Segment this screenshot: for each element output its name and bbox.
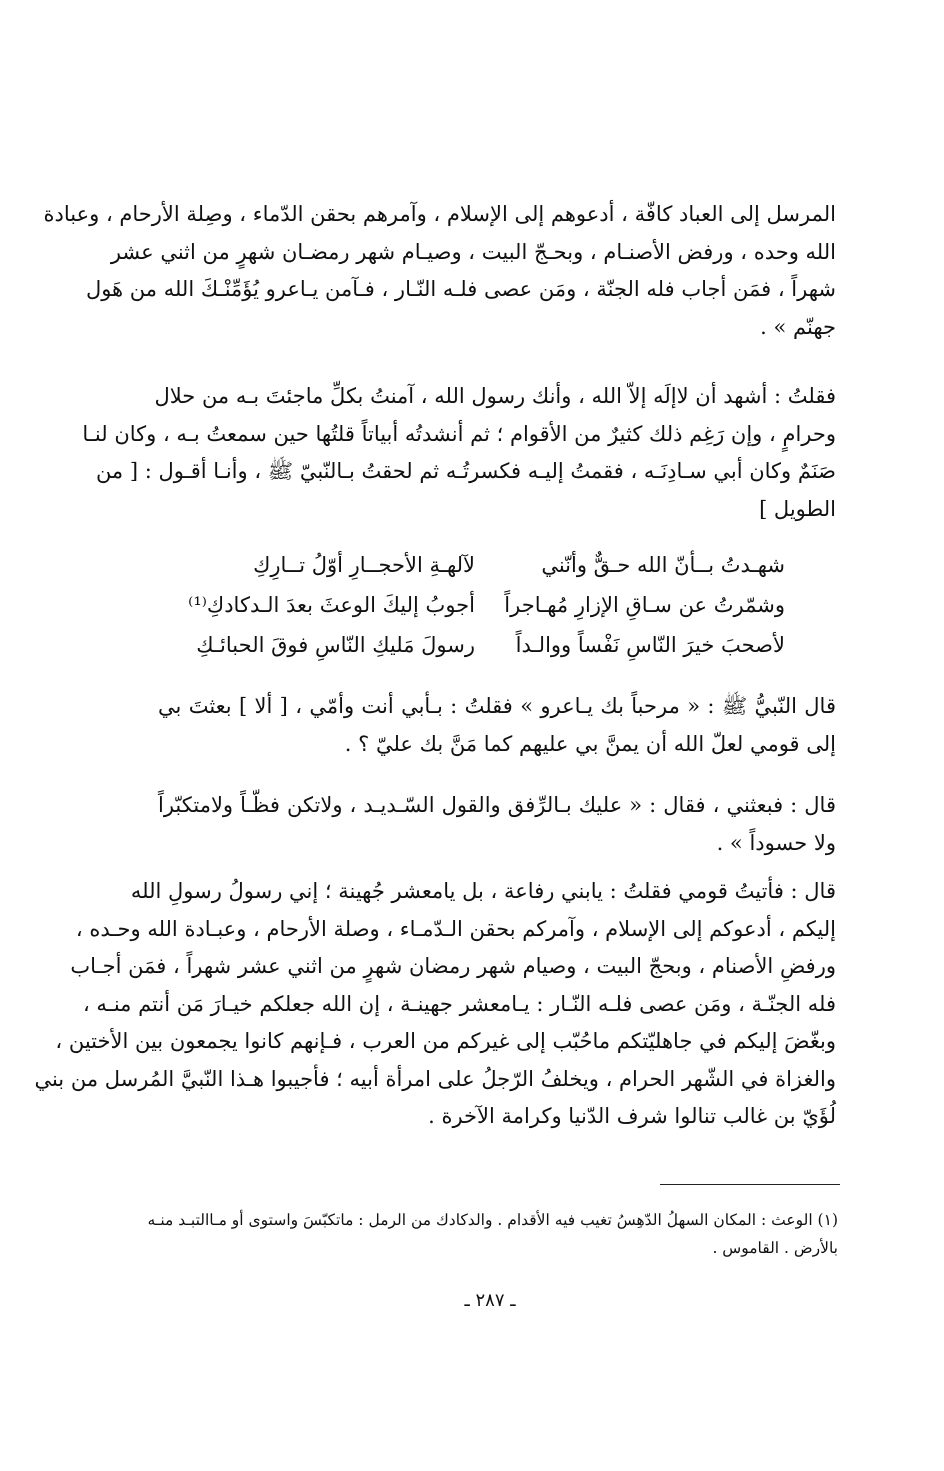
text-line: قال النّبيُّ ﷺ : « مرحباً بك يـاعرو » فقلتُ : بـأبي أنت وأمّي ، [ ألا ] بعثتَ بي (158, 694, 836, 718)
text-line: إليكم ، أدعوكم إلى الإسلام ، وآمركم بحقن الـدّمـاء ، وصلة الأرحام ، وعبـادة الله وحـده ، (75, 916, 836, 941)
text-line: الطويل ] (759, 496, 836, 521)
text-line: إلى قومي لعلّ الله أن يمنَّ بي عليهم كما مَنَّ بك عليّ ؟ . (344, 731, 836, 756)
text-line: جهنّم » . (760, 314, 836, 339)
page-number: ـ ٢٨٧ ـ (464, 1290, 516, 1311)
verse-second-hemistich: أجوبُ إليكَ الوعثَ بعدَ الـدكادكِ⁽¹⁾ (188, 593, 475, 617)
text-line: لُؤَيّ بن غالب تنالوا شرف الدّنيا وكرامة الآخرة . (428, 1104, 836, 1128)
text-line: ولا حسوداً » . (716, 830, 836, 855)
verse-first-hemistich: شهـدتُ بــأنّ الله حـقٌّ وأنّني (541, 553, 785, 577)
text-line: وبغّضَ إليكم في جاهليّتكم ماحُبّب إلى غيركم من العرب ، فـإنهم كانوا يجمعون بين الأختين ، (55, 1029, 836, 1053)
text-line: الله وحده ، ورفض الأصنـام ، وبحـجّ البيت ، وصيـام شهر رمضـان شهرٍ من اثني عشر (110, 239, 836, 264)
text-line: المرسل إلى العباد كافّة ، أدعوهم إلى الإسلام ، وآمرهم بحقن الدّماء ، وصِلة الأرحام ، وعبادة (43, 202, 836, 226)
paragraph-3 (158, 688, 836, 763)
verse-first-hemistich: وشمّرتُ عن سـاقِ الإزارِ مُهـاجراً (504, 593, 785, 617)
footnote-divider (660, 1184, 840, 1185)
verse-second-hemistich: رسولَ مَليكِ النّاسِ فوقَ الحبائـكِ (196, 633, 475, 657)
poem (188, 553, 785, 673)
poem-verse (205, 553, 785, 593)
paragraph-1 (43, 196, 836, 346)
text-line: قال : فأتيتُ قومي فقلتُ : يابني رفاعة ، بل يامعشر جُهينة ؛ إني رسولُ رسولِ الله (130, 879, 836, 903)
verse-second-hemistich: لآلهـةِ الأحجــارِ أوّلُ تــارِكِ (253, 553, 475, 577)
poem-verse (188, 593, 785, 633)
text-line: وحرامٍ ، وإن رَغِم ذلك كثيرٌ من الأقوام ؛ ثم أنشدتُه أبياتاً قلتُها حين سمعتُ بـه ، وكان لنـا (82, 421, 836, 446)
text-line: والغزاة في الشّهر الحرام ، ويخلفُ الرّجلُ على امرأة أبيه ؛ فأجيبوا هـذا النّبيَّ المُرسل من بني (34, 1066, 836, 1091)
text-line: قال : فبعثني ، فقال : « عليك بـالرِّفق والقول السّـديـد ، ولاتكن فظّـاً ولامتكبّراً (158, 793, 836, 817)
paragraph-4 (158, 787, 836, 862)
text-line: صَنَمٌ وكان أبي سـادِنَـه ، فقمتُ إليـه فكسرتُـه ثم لحقتُ بـالنّبيّ ﷺ ، وأنـا أقـول : [ من (95, 459, 836, 483)
text-line: شهراً ، فمَن أجاب فله الجنّة ، ومَن عصى فلـه النّـار ، فـآمن يـاعرو يُؤَمِّنْـكَ الله من هَول (85, 277, 836, 301)
text-line: فله الجنّـة ، ومَن عصى فلـه النّـار : يـامعشر جهينـة ، إن الله جعلكم خيـارَ مَن أنتم منـه ، (82, 991, 836, 1016)
paragraph-2 (82, 378, 836, 528)
footnote (147, 1206, 838, 1262)
text-line: ورفضِ الأصنام ، وبحجّ البيت ، وصيام شهر رمضان شهرٍ من اثني عشر شهراً ، فمَن أجـاب (70, 954, 836, 978)
text-line: فقلتُ : أشهد أن لاإلَه إلاّ الله ، وأنك رسول الله ، آمنتُ بكلِّ ماجئتَ بـه من حلال (154, 384, 836, 408)
poem-verse (196, 633, 785, 673)
footnote-line: (١) الوعث : المكان السهلُ الدّهِسُ تغيب فيه الأقدام . والدكادك من الرمل : ماتكبّسَ واستوى أو مـاالتبـد منـه (147, 1211, 838, 1229)
verse-first-hemistich: لأصحبَ خيرَ النّاسِ نَفْساً ووالـداً (515, 633, 785, 657)
paragraph-5 (34, 873, 836, 1136)
footnote-line: بالأرض . القاموس . (712, 1239, 838, 1257)
